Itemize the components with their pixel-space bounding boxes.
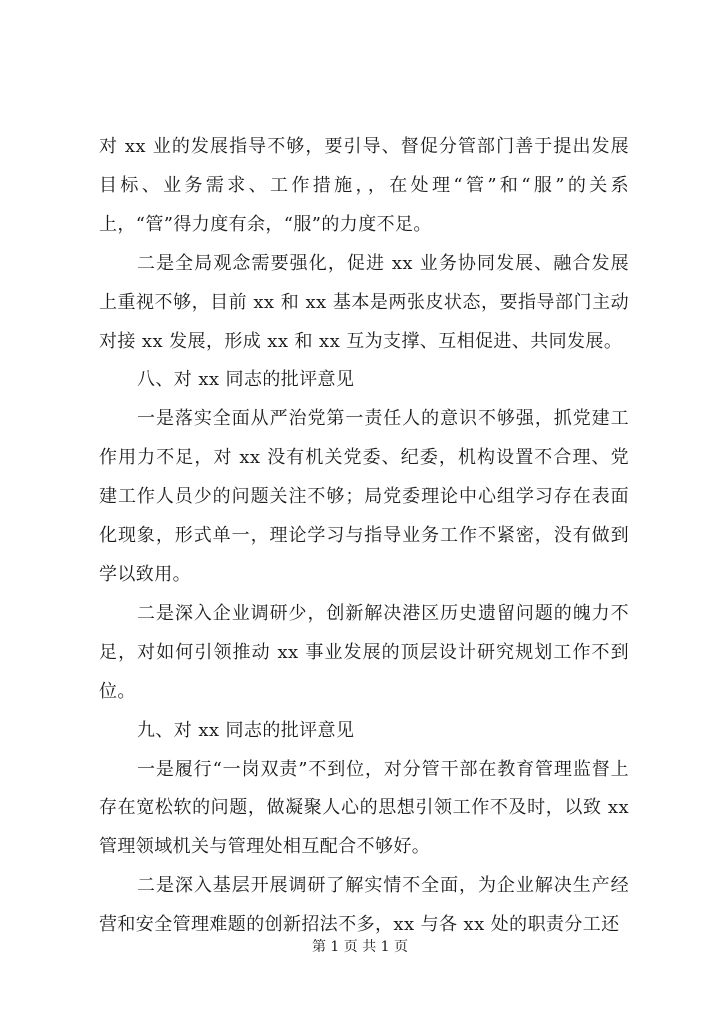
document-body [99, 128, 629, 945]
paragraph-enterprise-research: 二是深入企业调研少，创新解决港区历史遗留问题的魄力不足，对如何引领推动 xx 事业发展的顶层设计研究规划工作不到位。 [99, 602, 629, 702]
paragraph-continuation: 对 xx 业的发展指导不够，要引导、督促分管部门善于提出发展目标、业务需求、工作措施，，在处理“管”和“服”的关系上，“管”得力度有余，“服”的力度不足。 [99, 136, 629, 235]
paragraph-party-building: 一是落实全面从严治党第一责任人的意识不够强，抓党建工作用力不足，对 xx 没有机关党委、纪委，机构设置不合理、党建工作人员少的问题关注不够；局党委理论中心组学习存在表面化现象，形式单一，理论学习与指导业务工作不紧密，没有做到学以致用。 [99, 408, 629, 585]
section-heading-eight: 八、对 xx 同志的批评意见 [137, 369, 355, 391]
paragraph-dual-responsibility: 一是履行“一岗双责”不到位，对分管干部在教育管理监督上存在宽松软的问题，做凝聚人心的思想引领工作不及时，以致 xx 管理领域机关与管理处相互配合不够好。 [99, 758, 629, 858]
paragraph-grassroots-research: 二是深入基层开展调研了解实情不全面，为企业解决生产经营和安全管理难题的创新招法不多，xx 与各 xx 处的职责分工还 [99, 875, 629, 936]
paragraph-overall-view: 二是全局观念需要强化，促进 xx 业务协同发展、融合发展上重视不够，目前 xx 和 xx 基本是两张皮状态，要指导部门主动对接 xx 发展，形成 xx 和 xx 互为支撑、互相促进、共同发展。 [99, 252, 629, 352]
page-number-footer: 第 1 页 共 1 页 [311, 939, 409, 955]
section-heading-nine: 九、对 xx 同志的批评意见 [137, 719, 355, 741]
